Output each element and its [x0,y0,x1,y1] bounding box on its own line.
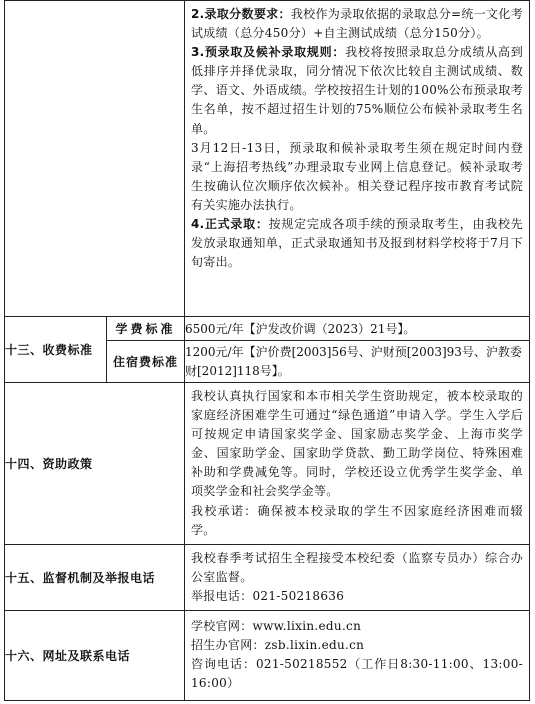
formal-admission-text: 按规定完成各项手续的预录取考生，由我校先发放录取通知单，正式录取通知书及报到材料学校将于7月下旬寄出。 [191,217,523,270]
supervision-cell [185,545,530,611]
admission-rules-row [5,1,530,317]
aid-row [5,383,530,545]
empty-label-cell [5,1,185,317]
contact-row [5,611,530,701]
formal-admission-label: 4.正式录取： [191,217,269,232]
score-requirement-paragraph [191,5,523,43]
pre-admission-text: 我校将按照录取总分成绩从高到低排序并择优录取，同分情况下依次比较自主测试成绩、数学、语文、外语成绩。学校按招生计划的100%公布预录取考生名单，按不超过招生计划的75%顺位公布候补录取考生名单。 [191,45,524,136]
pre-admission-paragraph [191,43,523,138]
report-phone: 举报电话：021-50218636 [191,589,345,604]
contact-cell [185,611,530,701]
tuition-row [5,317,530,341]
formal-admission-paragraph [191,215,523,272]
admission-website[interactable]: 招生办官网：zsb.lixin.edu.cn [191,637,365,652]
pre-admission-label: 3.预录取及候补录取规则： [191,45,346,60]
tuition-label: 学费标准 [107,317,185,341]
admission-rules-cell [185,1,530,317]
score-requirement-text: 我校作为录取依据的录取总分=统一文化考试成绩（总分450分）+自主测试成绩（总分150分）。 [191,7,524,41]
supervision-text: 我校春季考试招生全程接受本校纪委（监察专员办）综合办公室监督。 [191,550,523,584]
supervision-row [5,545,530,611]
admission-info-table [4,0,530,701]
registration-paragraph: 3月12日-13日，预录取和候补录取考生须在规定时间内登录“上海招考热线”办理录取专业网上信息登记。候补录取考生按确认位次顺序依次候补。相关登记程序按市教育考试院有关实施办法执行。 [191,140,523,212]
aid-cell [185,383,530,545]
contact-section-label: 十六、网址及联系电话 [5,611,185,701]
dorm-text: 1200元/年【沪价费[2003]56号、沪财预[2003]93号、沪教委财[2012]118号】。 [185,341,530,383]
consult-phone: 咨询电话：021-50218552（工作日8:30-11:00、13:00-16:00） [191,657,523,691]
aid-section-label: 十四、资助政策 [5,383,185,545]
supervision-section-label: 十五、监督机制及举报电话 [5,545,185,611]
fees-section-label: 十三、收费标准 [5,317,107,383]
aid-promise: 我校承诺：确保被本校录取的学生不因家庭经济困难而辍学。 [191,503,523,537]
school-website[interactable]: 学校官网：www.lixin.edu.cn [191,618,362,633]
score-requirement-label: 2.录取分数要求： [191,7,291,21]
dorm-label: 住宿费标准 [107,341,185,383]
aid-text: 我校认真执行国家和本市相关学生资助规定，被本校录取的家庭经济困难学生可通过“绿色通道”申请入学。学生入学后可按规定申请国家奖学金、国家励志奖学金、上海市奖学金、国家助学金、国家助学贷款、勤工助学岗位、特殊困难补助和学费减免等。同时，学校还设立优秀学生奖学金、单项奖学金和社会奖学金等。 [191,389,523,499]
tuition-text: 6500元/年【沪发改价调（2023）21号】。 [185,317,530,341]
